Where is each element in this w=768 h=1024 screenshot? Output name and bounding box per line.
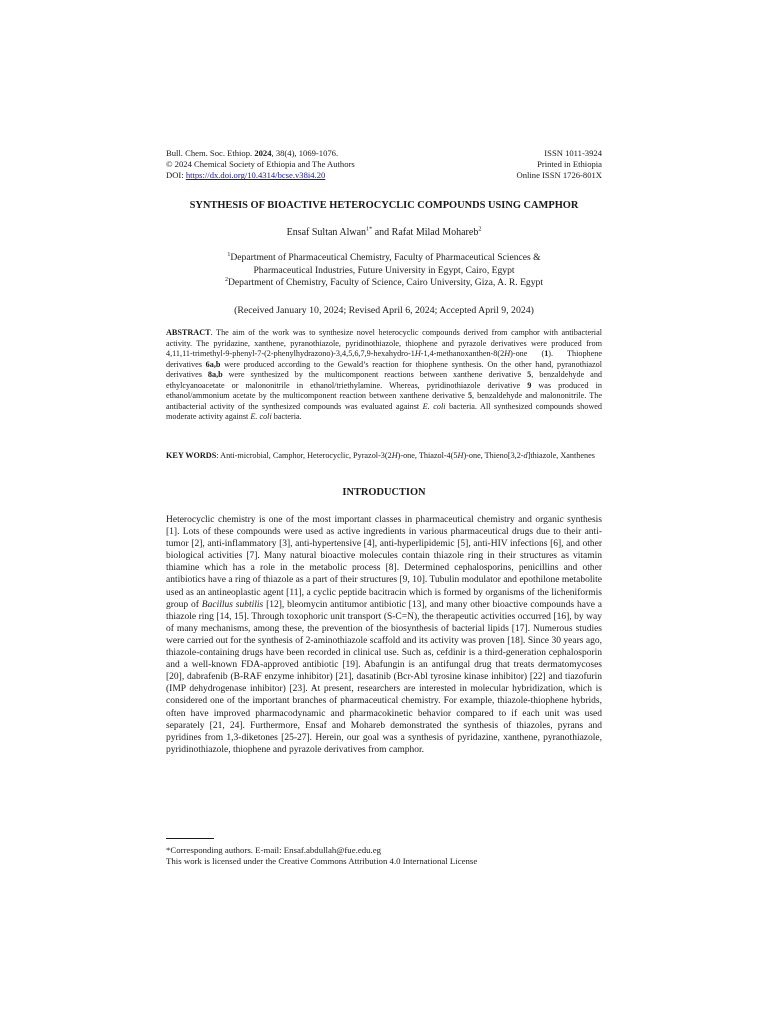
copyright: © 2024 Chemical Society of Ethiopia and The Authors [166,159,355,170]
doi: DOI: https://dx.doi.org/10.4314/bcse.v38i4.20 [166,170,326,181]
affiliation-1-line-1: $^1$Department of Pharmaceutical Chemistry, Faculty of Pharmaceutical Sciences & [227,251,541,263]
article-title: SYNTHESIS OF BIOACTIVE HETEROCYCLIC COMPOUNDS USING CAMPHOR [189,200,579,211]
introduction-paragraph: Heterocyclic chemistry is one of the most important classes in pharmaceutical chemistry and organic synthesis [1]. Lots of these compounds were used as active ingredients in various pharmaceutical drugs due to their anti-tumor [2], anti-inflammatory [3], anti-hypertensive [4], anti-hyperlipidemic [5], anti-HIV infections [6], and other biological activities [7]. Many natural bioactive molecules contain thiazole ring in their structures as vitamin thiamine which has a role in the metabolic process [8]. Determined cephalosporins, penicillins and other antibiotics have a ring of thiazole as a part of their structures [9, 10]. Tubulin modulator and epothilone metabolite used as an antineoplastic agent [11], a cyclic peptide bacitracin which is formed by organisms of the licheniformis group of Bacillus subtilis [12], bleomycin antitumor antibiotic [13], and many other bioactive compounds have a thiazole ring [14, 15]. Through toxophoric unit transport (S-C=N), the therapeutic activities occurred [16], by way of many mechanisms, among these, the prevention of the biosynthesis of bacterial lipids [17]. Numerous studies were carried out for the synthesis of 2-aminothiazole scaffold and its activity was proven [18]. Since 30 years ago, thiazole-containing drugs have been recorded in clinical use. Such as, cefdinir is a third-generation cephalosporin and a well-known FDA-approved antibiotic [19]. Abafungin is an antifungal drug that treats dermatomycoses [20], dabrafenib (B-RAF enzyme inhibitor) [21], dasatinib (Bcr-Abl tyrosine kinase inhibitor) [22] and tiazofurin (IMP dehydrogenase inhibitor) [23]. At present, researchers are interested in molecular hybridization, which is considered one of the important branches of pharmaceutical chemistry. For example, thiazole-thiophene hybrids, often have improved pharmacodynamic and pharmacokinetic behavior compared to if each unit was used separately [21, 24]. Furthermore, Ensaf and Mohareb demonstrated the synthesis of thiazoles, pyrans and pyridines from 1,3-diketones [25-27]. Herein, our goal was a synthesis of pyridazine, xanthene, pyranothiazole, pyridinothiazole, thiophene and pyrazole derivatives from camphor. [166,515,602,755]
author-1: Ensaf Sultan Alwan [286,227,367,238]
journal-citation: Bull. Chem. Soc. Ethiop. 2024, 38(4), 1069-1076. [166,148,339,158]
footnotes [166,845,602,868]
corresponding-author-note: *Corresponding authors. E-mail: Ensaf.abdullah@fue.edu.eg [166,845,382,855]
species-name: Bacillus subtilis [201,599,264,610]
affiliation-1-line-2: Pharmaceutical Industries, Future University in Egypt, Cairo, Egypt [253,264,515,276]
author-list: Ensaf Sultan Alwan$^{1*}$ and Rafat Milad Mohareb$^2$ [286,225,482,238]
journal-header [166,148,602,182]
header-row-2 [166,159,602,170]
affiliation-2: $^2$Department of Chemistry, Faculty of Science, Cairo University, Giza, A. R. Egypt [225,277,543,289]
header-row-3 [166,170,602,181]
header-row-1 [166,148,602,159]
printed-location: Printed in Ethiopia [537,159,602,170]
author-2-marker: 2 [478,225,482,233]
abstract: ABSTRACT. The aim of the work was to synthesize novel heterocyclic compounds derived from camphor with antibacterial activity. The pyridazine, xanthene, pyranothiazole, pyridinothiazole, thiophene and pyrazole derivatives were produced from 4,11,11-trimethyl-9-phenyl-7-(2-phenylhydrazono)-3,4,5,6,7,9-hexahydro-1H-1,4-methanoxanthen-8(2H)-one (1). Thiophene derivatives 6a,b were produced according to the Gewald’s reaction for thiophene synthesis. On the other hand, pyranothiazol derivatives 8a,b were synthesized by the multicomponent reactions between xanthene derivative 5, benzaldehyde and ethylcyanoacetate or malononitrile in ethanol/triethylamine. Whereas, pyridinothiazole derivative 9 was produced in ethanol/ammonium acetate by the multicomponent reaction between xanthene derivative 5, benzaldehyde and malononitrile. The antibacterial activity of the synthesized compounds was evaluated against E. coli bacteria. All synthesized compounds showed moderate activity against E. coli bacteria. [166,328,603,421]
online-issn: Online ISSN 1726-801X [516,170,602,181]
journal-year: 2024 [254,148,272,158]
doi-link[interactable]: https://dx.doi.org/10.4314/bcse.v38i4.20 [185,170,326,181]
submission-dates: (Received January 10, 2024; Revised April 6, 2024; Accepted April 9, 2024) [234,305,534,316]
keywords-label: KEY WORDS [166,451,217,460]
author-2: Rafat Milad Mohareb [391,227,479,238]
affiliations [166,252,602,290]
issn: ISSN 1011-3924 [544,148,602,158]
license-note: This work is licensed under the Creative Commons Attribution 4.0 International License [166,856,478,867]
section-heading-introduction: INTRODUCTION [342,487,426,498]
keywords: KEY WORDS: Anti-microbial, Camphor, Heterocyclic, Pyrazol-3(2H)-one, Thiazol-4(5H)-one, Thieno[3,2-d]thiazole, Xanthenes [166,451,595,460]
author-1-marker: 1* [366,225,373,233]
abstract-label: ABSTRACT [166,328,211,337]
footnote-divider [166,838,214,839]
